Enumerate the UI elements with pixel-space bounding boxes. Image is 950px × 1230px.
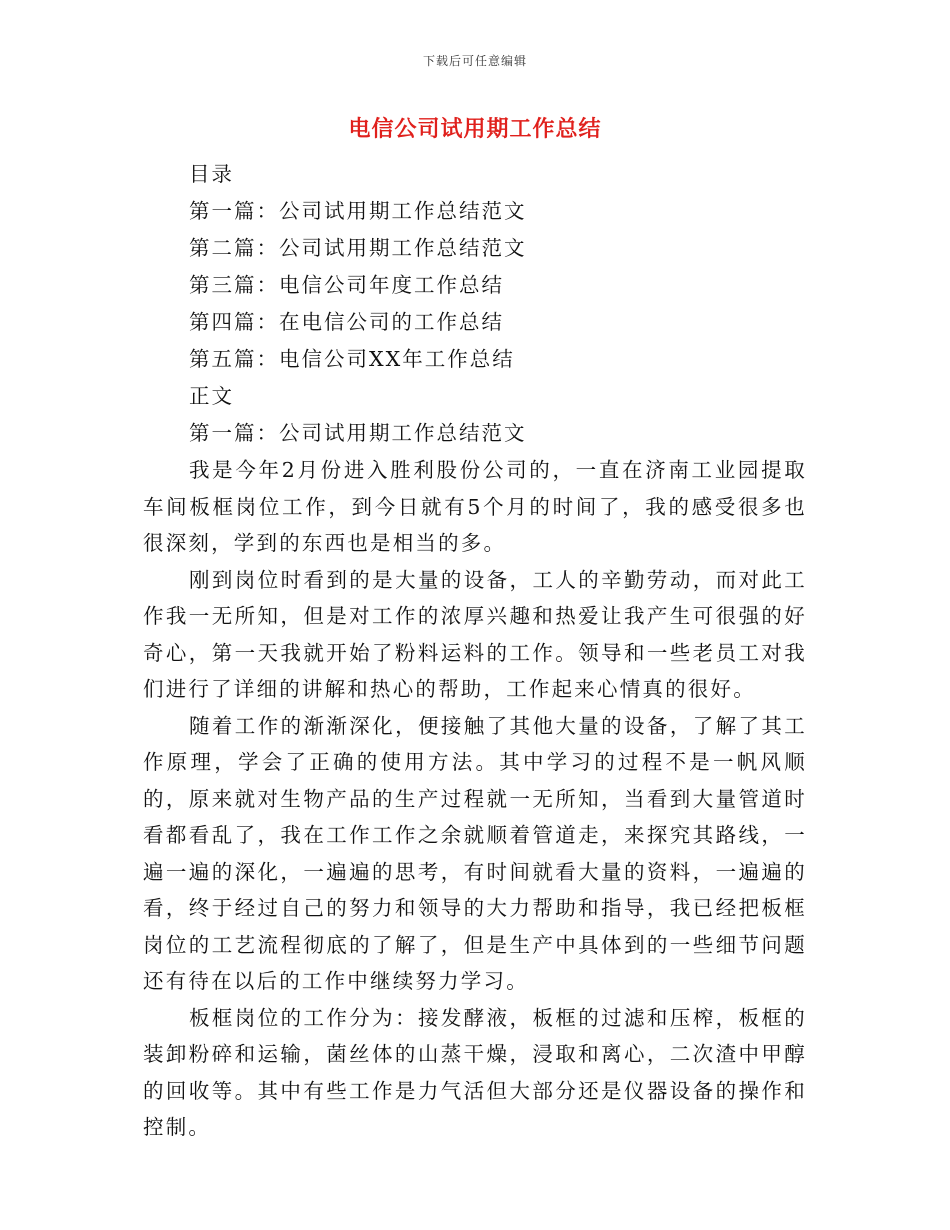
toc-item: 第三篇：电信公司年度工作总结	[189, 273, 504, 297]
table-of-contents	[189, 156, 829, 452]
paragraph: 刚到岗位时看到的是大量的设备，工人的辛勤劳动，而对此工作我一无所知，但是对工作的浓厚兴趣和热爱让我产生可很强的好奇心，第一天我就开始了粉料运料的工作。领导和一些老员工对我们进行了详细的讲解和热心的帮助，工作起来心情真的很好。	[143, 567, 807, 701]
toc-item: 第二篇：公司试用期工作总结范文	[189, 236, 527, 260]
toc-item: 第一篇：公司试用期工作总结范文	[189, 199, 527, 223]
paragraph: 我是今年2月份进入胜利股份公司的，一直在济南工业园提取车间板框岗位工作，到今日就有5个月的时间了，我的感受很多也很深刻，学到的东西也是相当的多。	[143, 458, 807, 555]
document-title: 电信公司试用期工作总结	[348, 117, 602, 142]
toc-item: 第一篇：公司试用期工作总结范文	[189, 421, 527, 445]
header-note: 下载后可任意编辑	[422, 54, 527, 68]
toc-item: 目录	[189, 162, 234, 186]
paragraph: 随着工作的渐渐深化，便接触了其他大量的设备，了解了其工作原理，学会了正确的使用方法。其中学习的过程不是一帆风顺的，原来就对生物产品的生产过程就一无所知，当看到大量管道时看都看乱了，我在工作工作之余就顺着管道走，来探究其路线，一遍一遍的深化，一遍遍的思考，有时间就看大量的资料，一遍遍的看，终于经过自己的努力和领导的大力帮助和指导，我已经把板框岗位的工艺流程彻底的了解了，但是生产中具体到的一些细节问题还有待在以后的工作中继续努力学习。	[143, 713, 807, 993]
paragraph: 板框岗位的工作分为：接发酵液，板框的过滤和压榨，板框的装卸粉碎和运输，菌丝体的山蒸干燥，浸取和离心，二次渣中甲醇的回收等。其中有些工作是力气活但大部分还是仪器设备的操作和控制。	[143, 1005, 807, 1139]
toc-item: 第四篇：在电信公司的工作总结	[189, 310, 504, 334]
body-text	[143, 452, 807, 1146]
toc-item: 第五篇：电信公司XX年工作总结	[189, 347, 515, 371]
toc-item: 正文	[189, 384, 234, 408]
